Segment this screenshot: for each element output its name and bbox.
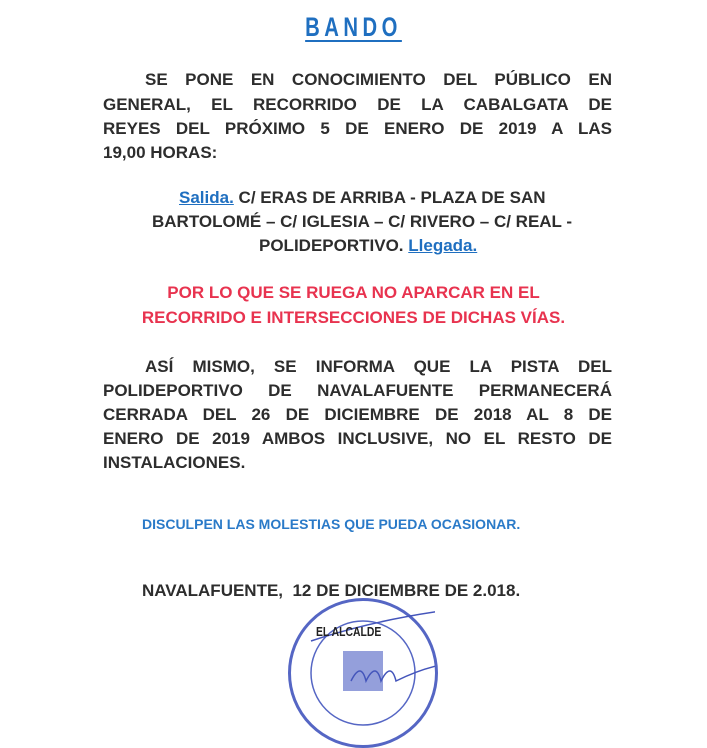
route-line <box>259 236 477 256</box>
warning-line: POR LO QUE SE RUEGA NO APARCAR EN EL <box>167 283 540 302</box>
date-line: NAVALAFUENTE, 12 DE DICIEMBRE DE 2.018. <box>142 581 521 600</box>
paragraph-line: ENERO DE 2019 AMBOS INCLUSIVE, NO EL RESTO DE <box>103 429 612 448</box>
paragraph-line: CERRADA DEL 26 DE DICIEMBRE DE 2018 AL 8 DE <box>103 405 612 424</box>
paragraph-line: SE PONE EN CONOCIMIENTO DEL PÚBLICO EN <box>145 70 612 89</box>
warning-line: RECORRIDO E INTERSECCIONES DE DICHAS VÍAS. <box>141 308 566 327</box>
apology-text: DISCULPEN LAS MOLESTIAS QUE PUEDA OCASIONAR. <box>142 516 521 532</box>
official-stamp-icon <box>288 598 438 748</box>
paragraph-line: GENERAL, EL RECORRIDO DE LA CABALGATA DE <box>103 95 612 114</box>
paragraph-line: POLIDEPORTIVO DE NAVALAFUENTE PERMANECERÁ <box>103 381 612 400</box>
paragraph-line: REYES DEL PRÓXIMO 5 DE ENERO DE 2019 A LAS <box>103 119 612 138</box>
paragraph-line: ASÍ MISMO, SE INFORMA QUE LA PISTA DEL <box>145 357 612 376</box>
route-line <box>179 188 546 208</box>
route-line: BARTOLOMÉ – C/ IGLESIA – C/ RIVERO – C/ REAL - <box>152 212 573 231</box>
route-text: C/ ERAS DE ARRIBA - PLAZA DE SAN <box>238 188 546 207</box>
paragraph-line: 19,00 HORAS: <box>103 143 218 162</box>
document-title: BANDO <box>305 12 402 42</box>
route-text: POLIDEPORTIVO. <box>259 236 404 255</box>
route-end-label: Llegada. <box>408 236 478 255</box>
signature-title: EL ALCALDE <box>316 624 382 639</box>
route-start-label: Salida. <box>179 188 234 207</box>
paragraph-line: INSTALACIONES. <box>103 453 246 472</box>
